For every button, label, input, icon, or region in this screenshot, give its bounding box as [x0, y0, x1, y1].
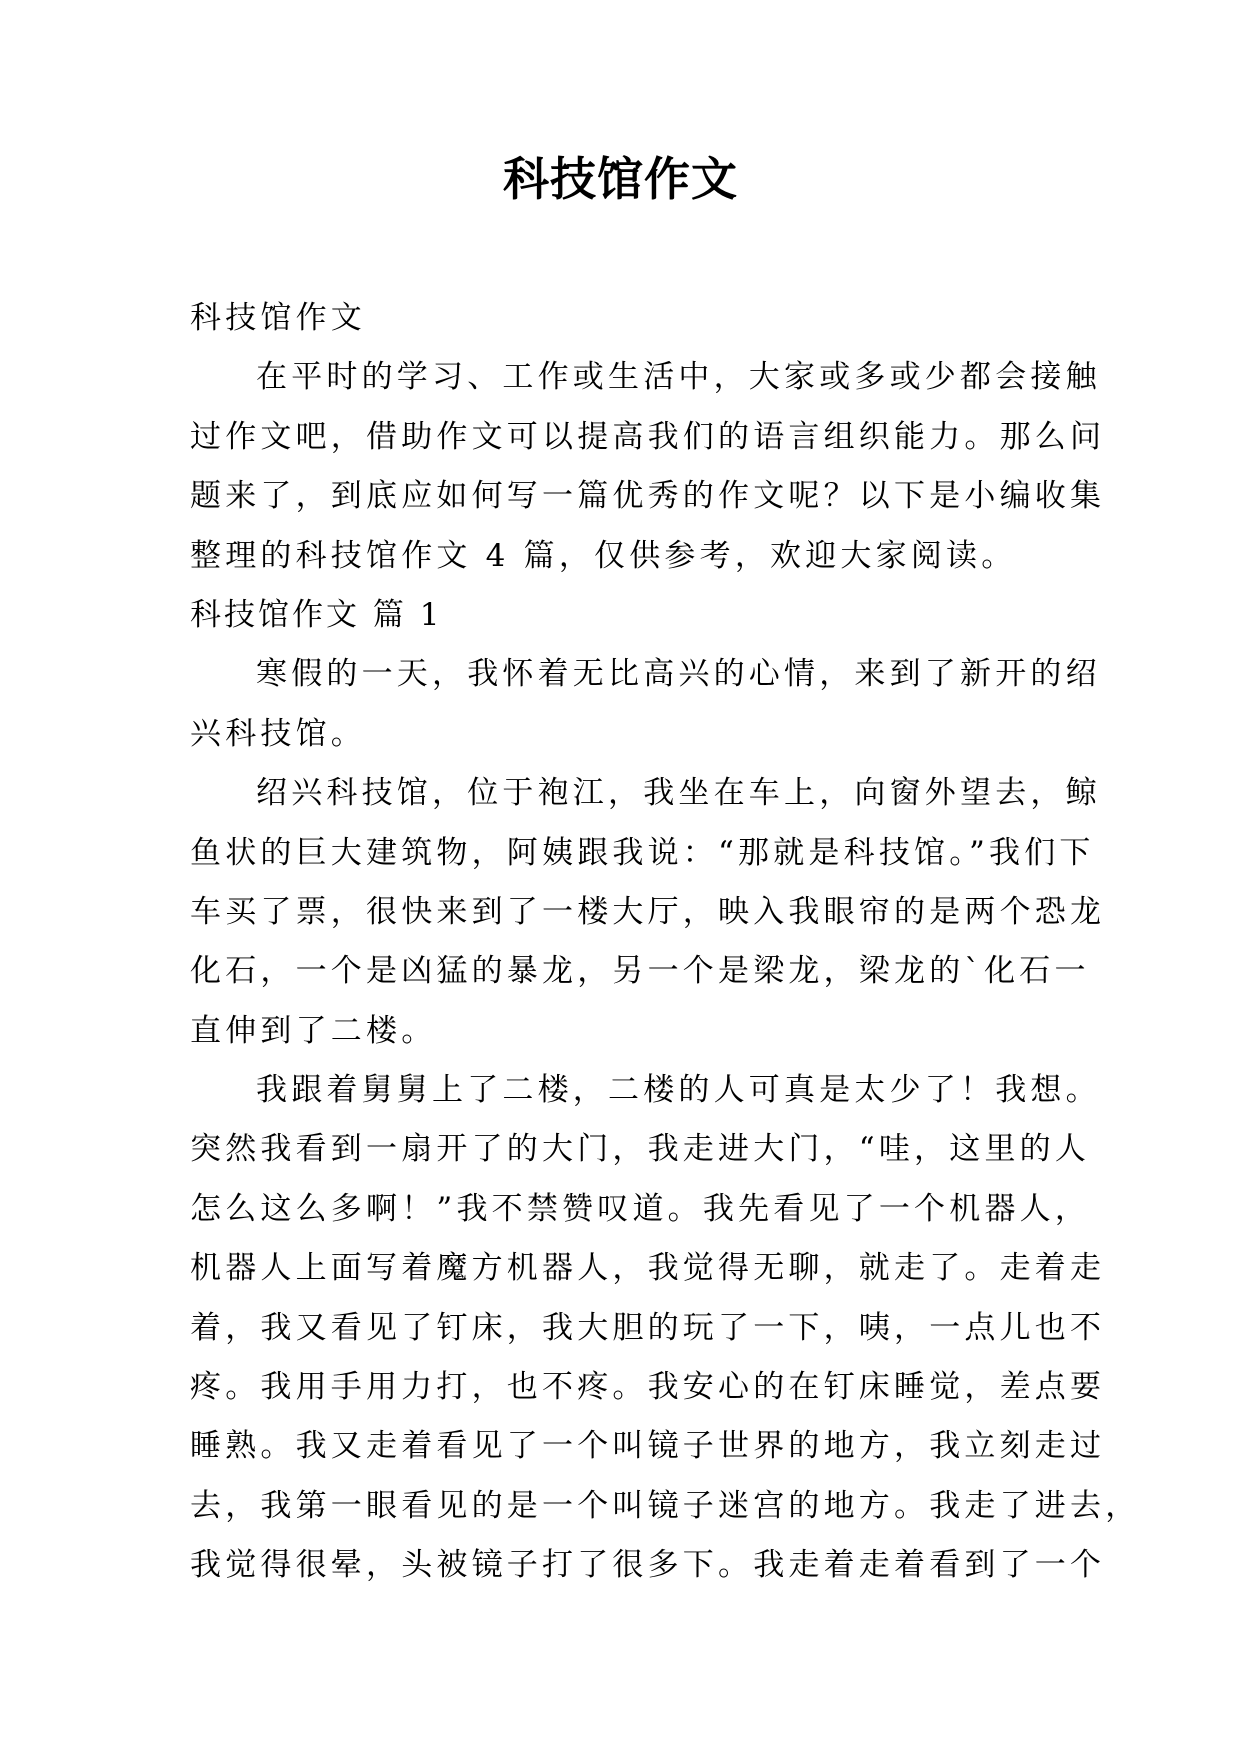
paragraph-line: 去，我第一眼看见的是一个叫镜子迷宫的地方。我走了进去，: [190, 1487, 1141, 1524]
paragraph-line: 我觉得很晕，头被镜子打了很多下。我走着走着看到了一个: [190, 1547, 1106, 1584]
paragraph-line: 寒假的一天，我怀着无比高兴的心情，来到了新开的绍: [256, 656, 1101, 693]
paragraph-line: 睡熟。我又走着看见了一个叫镜子世界的地方，我立刻走过: [190, 1428, 1106, 1465]
paragraph-line: 题来了，到底应如何写一篇优秀的作文呢？以下是小编收集: [190, 478, 1106, 515]
paragraph-line: 整理的科技馆作文 4 篇，仅供参考，欢迎大家阅读。: [190, 537, 1017, 574]
paragraph-line: 兴科技馆。: [190, 715, 366, 752]
document-title: 科技馆作文: [503, 152, 738, 206]
paragraph-line: 疼。我用手用力打，也不疼。我安心的在钉床睡觉，差点要: [190, 1369, 1106, 1406]
paragraph-line: 鱼状的巨大建筑物，阿姨跟我说：“那就是科技馆。”我们下: [190, 834, 1095, 871]
paragraph-line: 着，我又看见了钉床，我大胆的玩了一下，咦，一点儿也不: [190, 1309, 1106, 1346]
paragraph-line: 我跟着舅舅上了二楼，二楼的人可真是太少了！我想。: [256, 1072, 1101, 1109]
body-subtitle: 科技馆作文: [190, 300, 366, 336]
paragraph-line: 突然我看到一扇开了的大门，我走进大门，“哇，这里的人: [190, 1131, 1091, 1168]
paragraph-line: 机器人上面写着魔方机器人，我觉得无聊，就走了。走着走: [190, 1250, 1106, 1287]
paragraph-line: 绍兴科技馆，位于袍江，我坐在车上，向窗外望去，鲸: [256, 775, 1101, 812]
paragraph-line: 车买了票，很快来到了一楼大厅，映入我眼帘的是两个恐龙: [190, 893, 1106, 930]
paragraph-line: 在平时的学习、工作或生活中，大家或多或少都会接触: [256, 359, 1101, 396]
document-body: [190, 289, 1141, 1596]
section-heading: 科技馆作文 篇 1: [190, 596, 443, 633]
paragraph-line: 直伸到了二楼。: [190, 1012, 437, 1049]
paragraph-line: 怎么这么多啊！”我不禁赞叹道。我先看见了一个机器人，: [190, 1190, 1091, 1227]
paragraph-line: 化石，一个是凶猛的暴龙，另一个是梁龙，梁龙的`化石一: [190, 953, 1090, 990]
paragraph-line: 过作文吧，借助作文可以提高我们的语言组织能力。那么问: [190, 418, 1106, 455]
